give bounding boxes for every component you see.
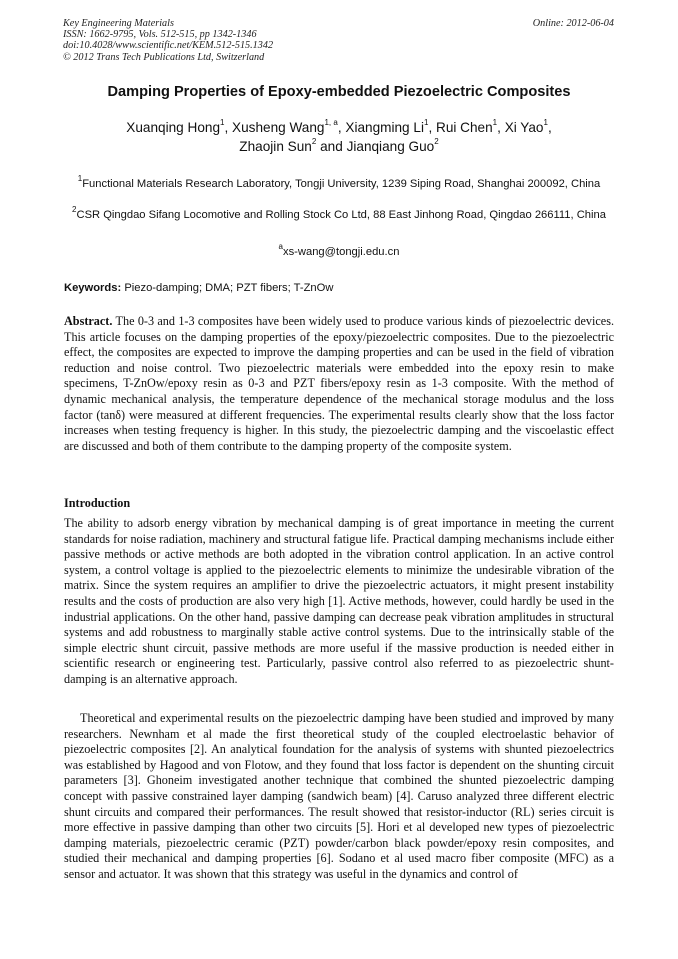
copyright-line: © 2012 Trans Tech Publications Ltd, Switzerland	[63, 51, 265, 63]
author-sup: 1	[220, 118, 225, 128]
online-date: Online: 2012-06-04	[532, 18, 614, 29]
abstract-label: Abstract.	[64, 314, 113, 328]
intro-paragraph-1: The ability to adsorb energy vibration by mechanical damping is of great importance in meeting the current standards for noise radiation, machinery and structural fatigue life. Practical damping mechanisms include either passive methods or active methods are both adopted in the vibration control application. In an active control system, a control voltage is applied to the piezoelectric elements to minimize the undesirable vibration of the matrix. Since the system requires an amplifier to drive the piezoelectric actuators, it might present instability results and the costs of production are also very high [1]. Active methods, however, could hardly be used in the industrial applications. On the other hand, passive damping can decrease peak vibration amplitudes in structural systems and add robustness to marginally stable active control systems. Due to the intrinsically stable of the simple electric shunt circuit, passive methods are more useful if the massive production is needed either in scientific research or engineering test. Particularly, passive control also referred to as piezoelectric shunt-damping is an alternative approach.	[64, 516, 614, 686]
abstract-text: The 0-3 and 1-3 composites have been widely used to produce various kinds of piezoelectric devices. This article focuses on the damping properties of the epoxy/piezoelectric composites. Due to the piezoelectric effect, the composites are expected to improve the damping properties and can be used in the field of vibration reduction and noise control. Two piezoelectric materials were embedded into the epoxy resin to make specimens, T-ZnOw/epoxy resin as 0-3 and PZT fibers/epoxy resin as 1-3 composite. With the method of dynamic mechanical analysis, the temperature dependence of the mechanical storage modulus and the loss factor (tanδ) were measured at different frequencies. The experimental results clearly show that the loss factor increases when testing frequency is higher. In this study, the piezoelectric damping and the viscoelastic effect are discussed and both of them contribute to the damping property of the composite system.	[64, 314, 614, 453]
journal-header	[63, 18, 273, 63]
email-marker: a	[278, 242, 283, 252]
keywords-label: Keywords:	[64, 282, 122, 294]
affiliation-text: CSR Qingdao Sifang Locomotive and Rolling Stock Co Ltd, 88 East Jinhong Road, Qingdao 266111, China	[76, 209, 606, 221]
affiliation-marker: 2	[72, 205, 77, 215]
author-sup: 2	[311, 137, 317, 147]
author: Xi Yao	[504, 120, 544, 135]
corresponding-email	[60, 242, 618, 260]
affiliation-marker: 1	[77, 174, 83, 184]
author: Xiangming Li	[345, 120, 424, 135]
affiliation-1	[60, 174, 618, 192]
author-conjunction: and	[320, 139, 343, 154]
author-sup: 1	[423, 118, 429, 128]
affiliation-2	[60, 205, 618, 223]
email-link[interactable]: xs-wang@tongji.edu.cn	[282, 246, 400, 258]
author: Rui Chen	[436, 120, 493, 135]
author-list: Xuanqing Hong$^1$, Xusheng Wang$^{1, a}$, Xiangming Li$^1$, Rui Chen$^1$, Xi Yao$^1$, Zhaojin Sun$^2$ and Jianqiang Guo$^2$	[126, 118, 552, 154]
author-sup: 1	[543, 118, 548, 128]
author: Zhaojin Sun	[239, 139, 312, 154]
author: Xuanqing Hong	[126, 120, 221, 135]
author: Xusheng Wang	[232, 120, 325, 135]
issn-line: ISSN: 1662-9795, Vols. 512-515, pp 1342-1346	[63, 29, 257, 41]
paper-title: Damping Properties of Epoxy-embedded Piezoelectric Composites	[107, 84, 571, 100]
intro-paragraph-2: Theoretical and experimental results on the piezoelectric damping have been studied and improved by many researchers. Newnham et al made the first theoretical study of the coupled electroelastic behavior of piezoelectric composites [2]. An analytical foundation for the analysis of systems with shunted piezoelectrics was established by Hagood and von Flotow, and they found that loss factor is dependent on the shunting circuit parameters [3]. Ghoneim investigated another technique that combined the shunted piezoelectric damping concept with passive constrained layer damping (sandwich beam) [4]. Caruso analyzed three different electric shunt circuits and compared their performances. The result showed that resistor-inductor (RL) series circuit is more effective in passive damping than other two circuits [5]. Hori et al developed new types of piezoelectric damping materials, piezoelectric ceramic (PZT) powder/carbon black powder/epoxy resin composites, and studied their mechanical and damping properties [6]. Sodano et al used macro fiber composite (MFC) as a sensor and actuator. It was shown that this strategy was useful in the dynamics and control of	[64, 711, 614, 881]
journal-name: Key Engineering Materials	[63, 18, 174, 29]
affiliation-text: Functional Materials Research Laboratory, Tongji University, 1239 Siping Road, Shanghai 200092, China	[82, 178, 601, 190]
author-sup: 1	[492, 118, 498, 128]
abstract	[64, 314, 614, 454]
keywords	[64, 282, 333, 294]
keywords-text: Piezo-damping; DMA; PZT fibers; T-ZnOw	[124, 282, 334, 294]
doi-line: doi:10.4028/www.scientific.net/KEM.512-515.1342	[63, 40, 274, 52]
author-sup: 2	[434, 137, 439, 147]
section-heading-introduction: Introduction	[64, 496, 131, 510]
author-sup: 1, a	[324, 118, 338, 128]
author: Jianqiang Guo	[346, 139, 435, 154]
